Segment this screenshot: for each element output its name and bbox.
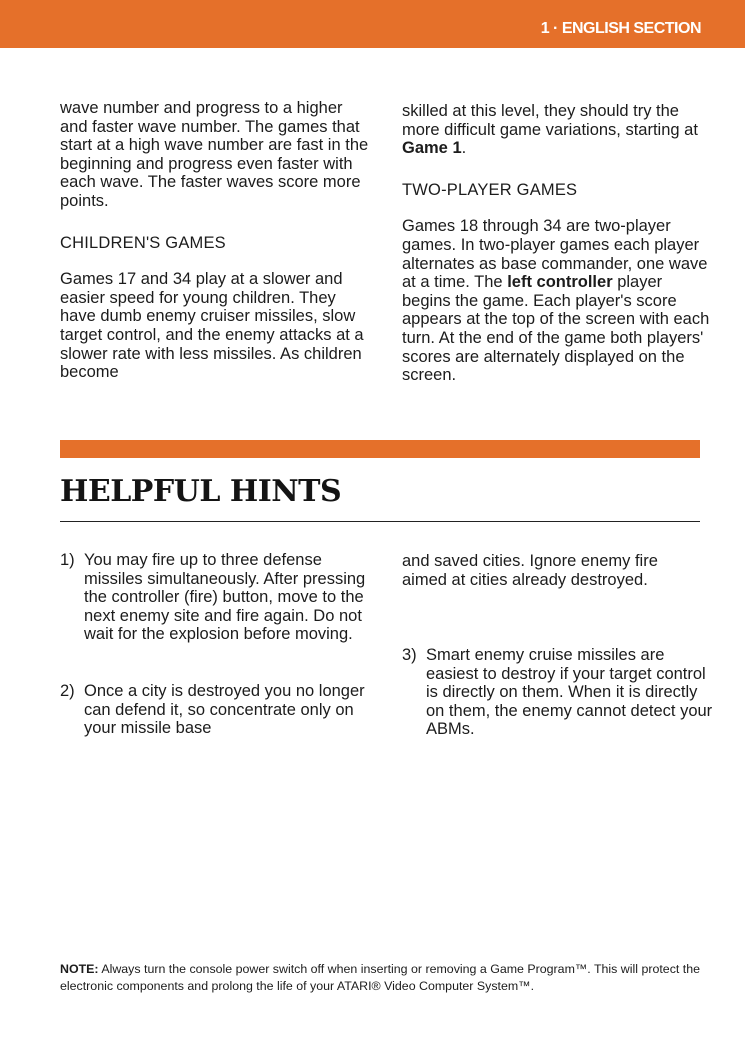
game-1-emphasis: Game 1 <box>402 139 462 158</box>
hint-text: Once a city is destroyed you no longer can defend it, so concentrate only on your missile base <box>84 682 365 738</box>
helpful-hints-title: HELPFUL HINTS <box>60 474 342 509</box>
childrens-games-text: Games 17 and 34 play at a slower and easier speed for young children. They have dumb enemy cruiser missiles, slow target control, and the enemy attacks at a slower rate with less missiles. As children become <box>60 270 364 382</box>
childrens-games-heading: CHILDREN'S GAMES <box>60 233 226 252</box>
note-text: Always turn the console power switch off when inserting or removing a Game Program™. This will protect the electronic components and prolong the life of your ATARI® Video Computer System™. <box>60 962 700 993</box>
footer-note <box>60 961 710 995</box>
hint-number: 1) <box>60 551 75 569</box>
hint-text: Smart enemy cruise missiles are easiest to destroy if your target control is directly on them. When it is directly on them, the enemy cannot detect your ABMs. <box>426 646 713 739</box>
right-column <box>402 102 712 385</box>
note-label: NOTE: <box>60 962 99 976</box>
section-label: 1 · ENGLISH SECTION <box>540 20 701 37</box>
two-player-games-text: Games 18 through 34 are two-player games. In two-player games each player alternates as base commander, one wave at a time. The left controller player begins the game. Each player's score appears at the top of the screen with each turn. At the end of the game both players' scores are alternately displayed on the screen. <box>402 217 710 385</box>
header-bar <box>0 0 745 48</box>
section-divider-bar <box>60 440 700 458</box>
hint-number: 3) <box>402 646 417 664</box>
two-player-games-heading: TWO-PLAYER GAMES <box>402 180 578 199</box>
hint-2-continued: and saved cities. Ignore enemy fire aimed at cities already destroyed. <box>402 552 658 589</box>
title-rule <box>60 521 700 522</box>
body-paragraph: wave number and progress to a higher and faster wave number. The games that start at a high wave number are fast in the beginning and progress even faster with each wave. The faster waves score more points. <box>60 99 369 210</box>
left-controller-emphasis: left controller <box>507 273 613 292</box>
hint-text: You may fire up to three defense missiles simultaneously. After pressing the controller (fire) button, move to the next enemy site and fire again. Do not wait for the explosion before moving. <box>84 551 366 644</box>
left-column <box>60 99 370 382</box>
hint-number: 2) <box>60 682 75 700</box>
continuation-paragraph: skilled at this level, they should try the more difficult game variations, starting at Game 1. <box>402 102 698 158</box>
